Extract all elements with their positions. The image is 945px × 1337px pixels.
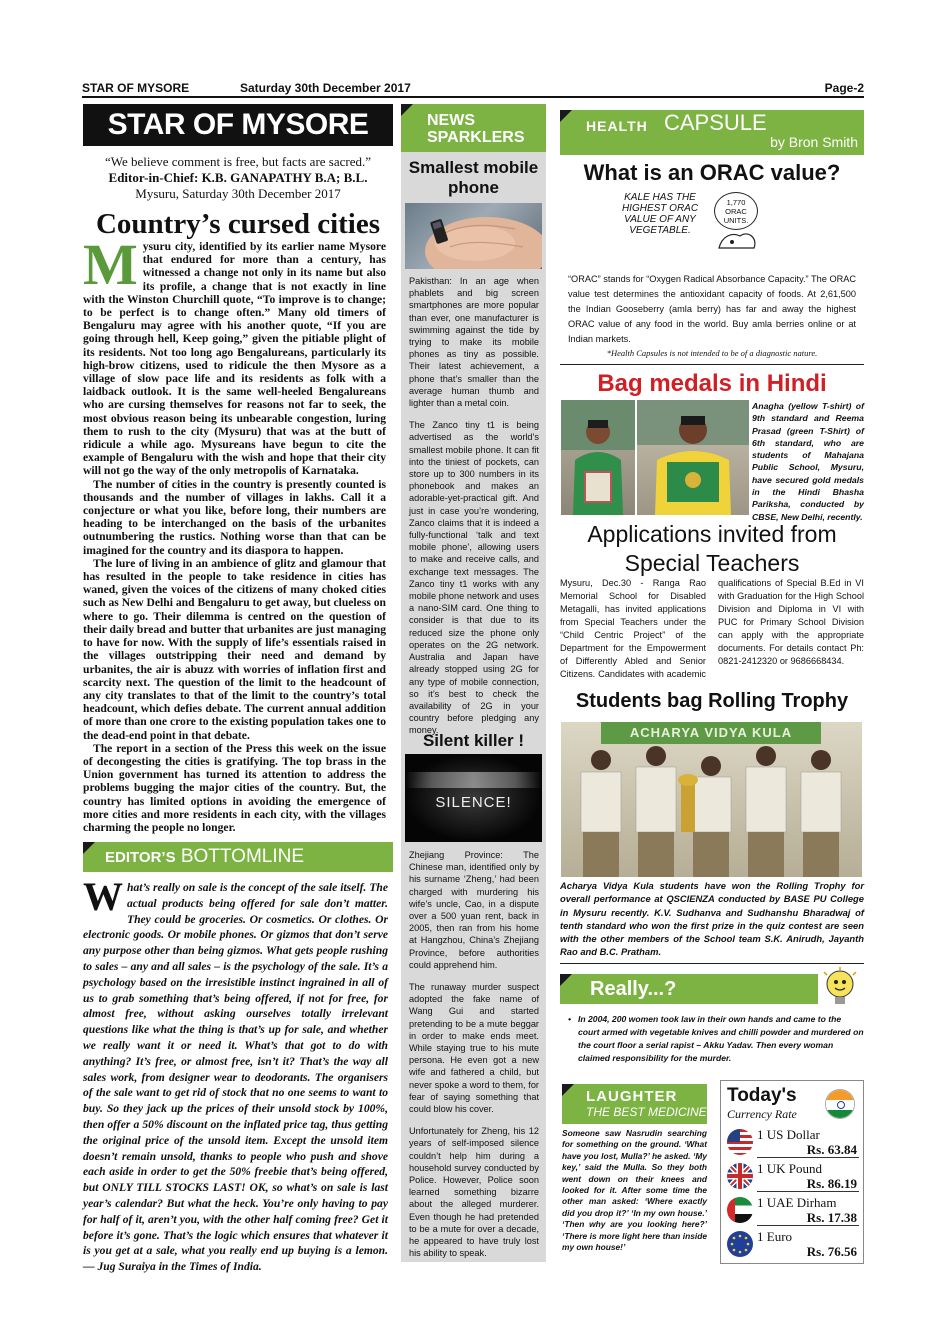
masthead-info (83, 154, 393, 202)
bottomline-body (83, 874, 388, 1275)
sparkler-story-2 (409, 849, 539, 1260)
applications-headline (560, 520, 864, 578)
trophy-photo (561, 722, 862, 877)
really-text: • In 2004, 200 women took law in their own hands and came to the court armed with vegetable knives and chilli powder and murdered on the court floor a serial rapist – Akku Yadav. Then every woman claimed responsibility for the murder. (568, 1014, 864, 1063)
bottomline-header (83, 842, 393, 872)
really-item: In 2004, 200 women took law in their own hands and came to the court armed with vegetable knives and chilli powder and murdered on the court floor a serial rapist – Akku Yadav. Then every woman claimed responsibility for the murder. (578, 1014, 864, 1063)
lightbulb-icon (818, 966, 862, 1010)
hindi-headline: Bag medals in Hindi (597, 370, 827, 397)
issue-date: Saturday 30th December 2017 (240, 81, 411, 95)
uae-flag-icon (727, 1197, 753, 1223)
hindi-caption: Anagha (yellow T-shirt) of 9th standard and Reema Prasad (green T-Shirt) of 6th standard, who are students of Mahajana Public School, Mysuru, have secured gold medals in the Hindi Bhasha Pariksha, conducted by CBSE, New Delhi, recently. (752, 401, 864, 522)
bottomline-text: hat’s really on sale is the concept of the sale itself. The actual products being offered for sale don’t matter. They could be groceries. Or cosmetics. Or clothes. Or electronic goods. Or mobile phones. Or gizmos that don’t serve any purpose other than being gizmos. What gets people rushing to sales – any and all sales – is the psychology of the sale. It’s a psychology based on the irresistible instinct ingrained in all of us to grab something that’s being offered, if not for free, for almost free, without asking ourselves totally irrelevant questions like what the thing is that’s up for sale, and whether we really want it or need it. What’s that got to do with anything? It’s free, or almost free, isn’t it? That’s the way all sales work, from designer wear to deodorants. The organisers of the sale want to get rid of stock that no one seems to want to buy. So they jack up the prices of their unsold stock by 100%, then offer a 50% discount on the inflated price tag, thus getting the original price of the unsold item. Except the unsold item doesn’t remain unsold, thanks to people who push and shove each aside in order to get the 50% freebie that’s being offered, but ONLY TILL STOCKS LAST! OK, so what’s on sale is last year’s calendar? But what the heck. You’re only having to pay for half of it, aren’t you, with the other half coming free? Get it before it’s gone. That’s the logic which ensures that whatever it is you get at a sale, what you really end up buying is a lemon. — Jug Suraiya in the Times of India. (83, 881, 388, 1274)
rate-title: Today's (727, 1085, 797, 1106)
sparkler-paragraph: The runaway murder suspect adopted the fake name of Wang Gui and started pretending to be a mute beggar in order to make ends meet. While staying true to his mute persona. He even got a new wife and fathered a child, but never spoke a word to them, for fear of saying something that could blow his cover. (409, 982, 539, 1115)
rate-value: Rs. 76.56 (806, 1244, 857, 1259)
sparkler-headline-2: Silent killer ! (422, 731, 525, 750)
motto: “We believe comment is free, but facts are sacred.” (104, 154, 372, 169)
paper-name: STAR OF MYSORE (82, 81, 190, 95)
editorial-title: Country’s cursed cities (95, 208, 381, 240)
sparklers-label-line1: NEWS (427, 112, 475, 129)
uk-flag-icon (727, 1163, 753, 1189)
divider (560, 364, 864, 365)
rate-title-block (727, 1085, 797, 1122)
applications-text: Mysuru, Dec.30 - Ranga Rao Memorial School for Disabled Metagalli, has invited applications from Special Teachers under the “Child Centric Project” of the Department for the Empowerment of Differently Abled and Senior Citizens. Candidates with academic qualifications of Special B.Ed in VI with Graduation for the High School Division and Diploma in VI with PUC for Primary School Division can apply with the appropriate documents. For details contact Ph: 0821-2412320 or 9686668434. (560, 578, 864, 679)
laughter-label-line1: LAUGHTER (586, 1088, 678, 1105)
editorial-paragraph: ysuru city, identified by its earlier name Mysore that endured for more than a century, has witnessed a change not only in its name but also its profile, a change that is not exactly in line with the Winston Churchill quote, “To improve is to change; to be perfect is to change often.” Many old timers of Bengaluru may agree with his another quote, “If you are going through hell, Keep going,” given the pitiable plight of its residents. Not too long ago Bengalureans, particularly its high-brow citizens, used to ridicule the then Mysore as a village of slow pace life and its residents as folk with a laidback outlook. It is the same well-heeled Bengalureans who are cursing themselves for reasons not far to seek, the most obvious reason being its unbearable congestion, luring them to rush to the city (Mysuru) that was at the butt of ridicule a while ago. Mysureans have begun to cite the example of Bengaluru with the wish and hope that their city will not go the way of the only metropolis of Karnataka. (83, 240, 386, 478)
laughter-header (562, 1084, 707, 1124)
sparklers-label-line2: SPARKLERS (427, 129, 525, 146)
tiny-phone-photo (405, 203, 542, 269)
health-label: CAPSULE (664, 110, 767, 135)
rate-row-eur (725, 1229, 861, 1261)
divider (560, 963, 864, 964)
cartoon-speech-bubble: 1,770 ORAC UNITS. (714, 192, 758, 230)
editorial-paragraph: The lure of living in an ambience of glitz and glamour that has resulted in the people to take residence in cities has waned, given the voices of the citizens of many choked cities such as New Delhi and Bengaluru to get away, but clueless on where to go. Their dilemma is centred on the question of their daily bread and butter that urbanites are just managing to have for now. With the supply of life’s essentials raised in the villages outstripping their need and demand by urbanites, the air is abuzz with worries of inflation first and scarcity next. The question of the limit to the headcount of any city translates to that of the limit to the country’s total headcount, which defies debate. The current annual addition of more than one crore to the existing population takes one to the dead-end point in that debate. (83, 556, 386, 742)
rate-row-usd (725, 1127, 861, 1159)
bottomline-label: BOTTOMLINE (180, 846, 305, 867)
rate-currency-name: 1 UAE Dirham (757, 1195, 837, 1210)
laughter-text: Someone saw Nasrudin searching for something on the ground. ‘What have you lost, Mulla?’ he asked. ‘My key,’ said the Mulla. So they both went down on their knees and looked for it. After some time the other man asked: ‘Where exactly did you drop it?’ ‘In my own house.’ ‘Then why are you looking here?’ ‘There is more light here than inside my own house!’ (562, 1128, 707, 1253)
health-disclaimer: *Health Capsules is not intended to be of a diagnostic nature. (606, 348, 818, 358)
editor-line: Editor-in-Chief: K.B. GANAPATHY B.A; B.L. (108, 170, 368, 185)
laughter-label-line2: THE BEST MEDICINE (586, 1105, 707, 1119)
editorial-paragraph: The number of cities in the country is presently counted is thousands and the number of villages in lakhs. Call it a conjecture or what you like, before long, their numbers are heading to be interchanged on the basis of the urbanites outnumbering the rustics. Nothing worse than that can be imagined for the country and its diaspora to happen. (83, 477, 386, 557)
us-flag-icon (727, 1129, 753, 1155)
rate-currency-name: 1 Euro (757, 1229, 793, 1244)
rate-value: Rs. 63.84 (806, 1142, 857, 1157)
really-header (560, 974, 818, 1004)
page-number: Page-2 (824, 81, 864, 95)
orac-title: What is an ORAC value? (583, 160, 841, 185)
silence-photo (405, 754, 542, 842)
editorial-paragraph: The report in a section of the Press this week on the issue of decongesting the cities is gratifying. The top brass in the Union government has turned its attention to address the problems bugging the major cities of the country. But, the country has limited options in avoiding the emergence of more cities and more residents in each city, with the villages charming the people no longer. (83, 741, 386, 834)
applications-title-line: Special Teachers (624, 550, 800, 576)
silence-photo-text: SILENCE! (435, 794, 512, 811)
editorial-dropcap: M (83, 232, 138, 297)
editorial-body (83, 232, 386, 834)
rate-currency-name: 1 UK Pound (757, 1161, 823, 1176)
sparkler-paragraph: The Zanco tiny t1 is being advertised as the world’s smallest mobile phone. It can fit into the tiniest of pockets, can store up to 300 numbers in its phonebook and makes an adorable-yet-practical gift. And just in case you’re wondering, Zanco claims that it is indeed a fully-functional ‘talk and text mobile phone’, allowing users to make and receive calls, and exchange text messages. The Zanco tiny t1 works with any mobile phone network and uses a nano-SIM card. One thing to consider is that due to its reduced size the phone only operates on the 2G network. Australia and Japan have already stopped using 2G for any type of mobile connection, so it’s best to check the availability of 2G in your country before pledging any money. (409, 420, 539, 736)
sparkler-paragraph: Zhejiang Province: The Chinese man, identified only by his surname ‘Zheng,’ had been charged with murdering his wife’s uncle, Cao, in a dispute over a 500 yuan rent, back in 2005, then ran from his home at Hangzhou, China’s Zhejiang Province, before authorities could apprehend him. (409, 850, 539, 970)
really-label: Really...? (590, 978, 677, 1000)
health-label-bold: HEALTH (586, 118, 648, 134)
rate-value: Rs. 17.38 (806, 1210, 857, 1225)
trophy-headline: Students bag Rolling Trophy (575, 690, 849, 712)
sparklers-header (401, 104, 546, 152)
rate-value: Rs. 86.19 (806, 1176, 857, 1191)
rate-row-gbp (725, 1161, 861, 1193)
currency-rate-box (720, 1080, 864, 1264)
orac-text: “ORAC” stands for “Oxygen Radical Absorbance Capacity.” The ORAC value test determines the antioxidant capacity of foods. At 2,61,500 the Indian Gooseberry (amla berry) has far and away the highest ORAC value of any food in the world. Buy amla berries online or at Indian markets. (568, 274, 856, 344)
india-flag-icon (825, 1089, 855, 1119)
rate-row-aed (725, 1195, 861, 1227)
dateline: Mysuru, Saturday 30th December 2017 (135, 186, 341, 201)
trophy-caption: Acharya Vidya Kula students have won the Rolling Trophy for overall performance at QSCIENZA conducted by BASE PU College in Mysuru recently. K.V. Sudhanva and Sudhanshu Bharadwaj of tenth standard who won the first prize in the quiz contest are seen with the other members of the School team S.K. Anirudh, Jayanth Rao and B.C. Pratham. (560, 880, 864, 958)
sparkler-paragraph: Pakisthan: In an age when phablets and big screen smartphones are more popular than ever, one manufacturer is swimming against the tide by trying to make its mobile phones as tiny as possible. Their latest achievement, a phone that’s smaller than the average human thumb and lighter than a metal coin. (409, 276, 539, 409)
bottomline-label-bold: EDITOR’S (105, 849, 176, 866)
health-capsule-header (560, 110, 864, 155)
student-photo-2 (637, 400, 749, 515)
sparkler-paragraph: Unfortunately for Zheng, his 12 years of self-imposed silence couldn’t help him during a household survey conducted by Police. However, Police soon learned something bizarre about the alleged murderer. Even though he had pretended to be a mute for over a decade, he appeared to have truly lost his ability to speak. (409, 1126, 539, 1259)
kale-cartoon (610, 190, 770, 252)
applications-title-line: Applications invited from (587, 521, 837, 547)
masthead-title: STAR OF MYSORE (83, 104, 393, 146)
eu-flag-icon (727, 1231, 753, 1257)
rate-subtitle: Currency Rate (727, 1107, 797, 1121)
page-header (82, 80, 864, 98)
bottomline-dropcap: W (83, 874, 123, 919)
sparkler-story-1 (409, 275, 539, 737)
rate-currency-name: 1 US Dollar (757, 1127, 820, 1142)
cartoon-caption: KALE HAS THE HIGHEST ORAC VALUE OF ANY VEGETABLE. (621, 192, 699, 236)
student-photo-1 (561, 400, 635, 515)
sparkler-headline-1: Smallest mobile phone (408, 158, 539, 197)
health-byline: by Bron Smith (770, 134, 858, 150)
school-banner: ACHARYA VIDYA KULA (601, 722, 821, 744)
